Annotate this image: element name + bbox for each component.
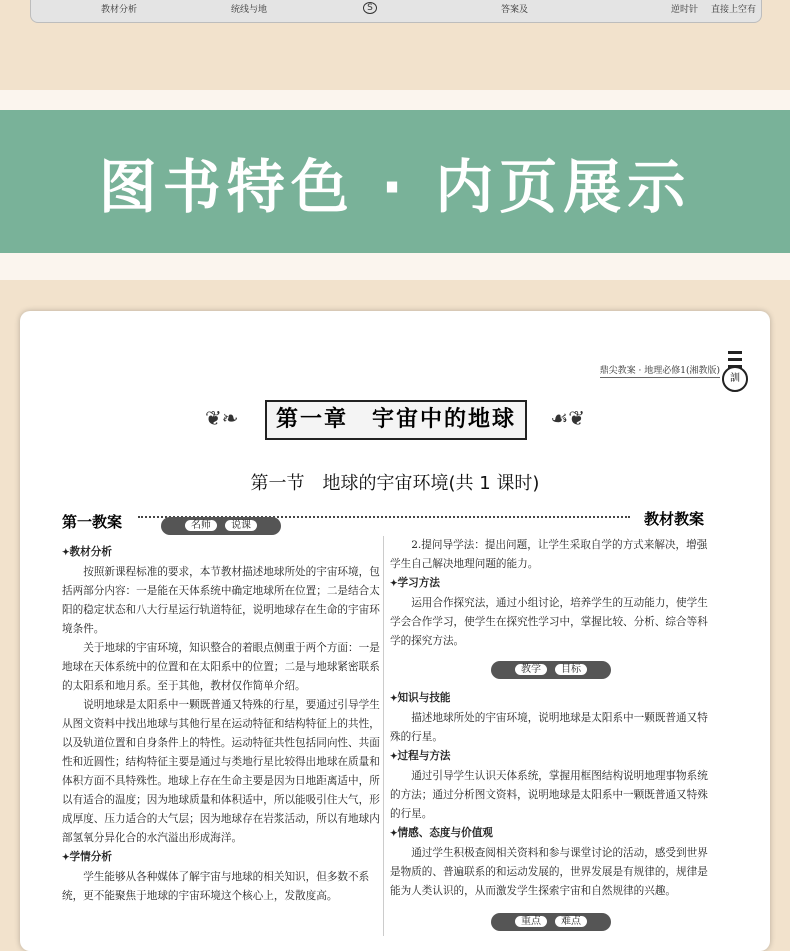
paragraph-heading: ✦ 过程与方法: [390, 747, 712, 767]
pill-label: 重点: [515, 916, 547, 927]
case-label-left: 第一教案: [62, 513, 123, 531]
section-pill: [491, 661, 611, 679]
paragraph-heading: ✦ 教材分析: [62, 543, 380, 563]
fragment-text: 逆时针: [671, 5, 699, 15]
paragraph: 2.提问导学法：提出问题，让学生采取自学的方式来解决，增强学生自己解决地理问题的能力。: [390, 539, 708, 570]
paragraph: 说明地球是太阳系中一颗既普通又特殊的行星，要通过引导学生从图文资料中找出地球与其他行星在运动特征和结构特征上的共性，以及轨道位置和自身条件上的特性。运动特征共性包括同向性、共面性和近圆性；结构特征主要是通过与类地行星比较得出地球在质量和体积方面不具特殊性。地球上存在生命主要是因为日地距离适中，所以有适合的温度；因为地球质量和体积适中，所以能吸引住大气，形成厚度、压力适合的大气层；因为地球存在岩浆活动，所以有地球内部氢氧分异化合的水汽溢出形成海洋。: [62, 699, 380, 844]
paragraph: 通过学生积极查阅相关资料和参与课堂讨论的活动，感受到世界是物质的、普遍联系的和运动发展的，世界发展是有规律的，规律是能为人类认识的，从而激发学生探索宇宙和自然规律的兴趣。: [390, 847, 708, 897]
paragraph: 运用合作探究法，通过小组讨论，培养学生的互动能力，使学生学会合作学习，使学生在探究性学习中，掌握比较、分析、综合等科学的探究方法。: [390, 597, 708, 647]
section-title: 第一节 地球的宇宙环境(共 1 课时): [250, 473, 540, 494]
case-label-right: 教材教案: [643, 510, 704, 528]
section-pill: [491, 913, 611, 931]
running-head: 鼎尖教案 · 地理必修1(湘教版): [600, 363, 720, 378]
series-logo-icon: 訓: [722, 366, 748, 392]
paragraph: 学生能够从各种媒体了解宇宙与地球的相关知识，但多数不系统，更不能聚焦于地球的宇宙环境这个核心上，发散度高。: [62, 871, 370, 902]
top-strip: [0, 0, 790, 90]
right-column: [390, 536, 712, 937]
paragraph-heading: ✦ 学习方法: [390, 574, 712, 594]
paragraph-heading: ✦ 情感、态度与价值观: [390, 824, 712, 844]
ornament-icon: ❦❧: [205, 406, 239, 430]
column-divider: [383, 536, 384, 936]
fragment-text: S: [363, 2, 377, 14]
feature-banner: [0, 110, 790, 253]
pill-label: 难点: [555, 916, 587, 927]
paragraph-heading: ✦ 知识与技能: [390, 689, 712, 709]
ornament-icon: ☙❦: [550, 406, 585, 430]
banner-title: 图书特色 · 内页展示: [98, 152, 692, 221]
pill-label: 目标: [555, 664, 587, 675]
pill-label: 教学: [515, 664, 547, 675]
paragraph: 关于地球的宇宙环境，知识整合的着眼点侧重于两个方面：一是地球在天体系统中的位置和在太阳系中的位置；二是与地球紧密联系的太阳系和地月系。至于其他，教材仅作简单介绍。: [62, 642, 380, 692]
fragment-text: 统线与地: [231, 5, 268, 15]
pill-label: 说课: [225, 520, 257, 531]
book-page: [20, 311, 770, 951]
chapter-title: 第一章 宇宙中的地球: [265, 400, 527, 440]
paragraph: 通过引导学生认识天体系统，掌握用框图结构说明地理事物系统的方法；通过分析图文资料，说明地球是太阳系中一颗既普通又特殊的行星。: [390, 770, 708, 820]
section-pill: [161, 517, 281, 535]
spacer: [0, 253, 790, 280]
paragraph: 描述地球所处的宇宙环境，说明地球是太阳系中一颗既普通又特殊的行星。: [390, 712, 708, 743]
chapter-banner: [205, 394, 585, 444]
fragment-text: 直接上空有: [711, 5, 757, 15]
paragraph: 按照新课程标准的要求，本节教材描述地球所处的宇宙环境，包括两部分内容：一是能在天体系统中确定地球所在位置；二是结合太阳的稳定状态和八大行星运行轨道特征，说明地球存在生命的宇宙环境条件。: [62, 566, 380, 635]
fragment-text: 教材分析: [101, 5, 138, 15]
previous-page-fragment: [30, 0, 762, 23]
paragraph-heading: ✦ 学情分析: [62, 848, 380, 868]
pill-label: 名师: [185, 520, 217, 531]
fragment-text: 答案及: [501, 5, 529, 15]
spacer: [0, 90, 790, 110]
